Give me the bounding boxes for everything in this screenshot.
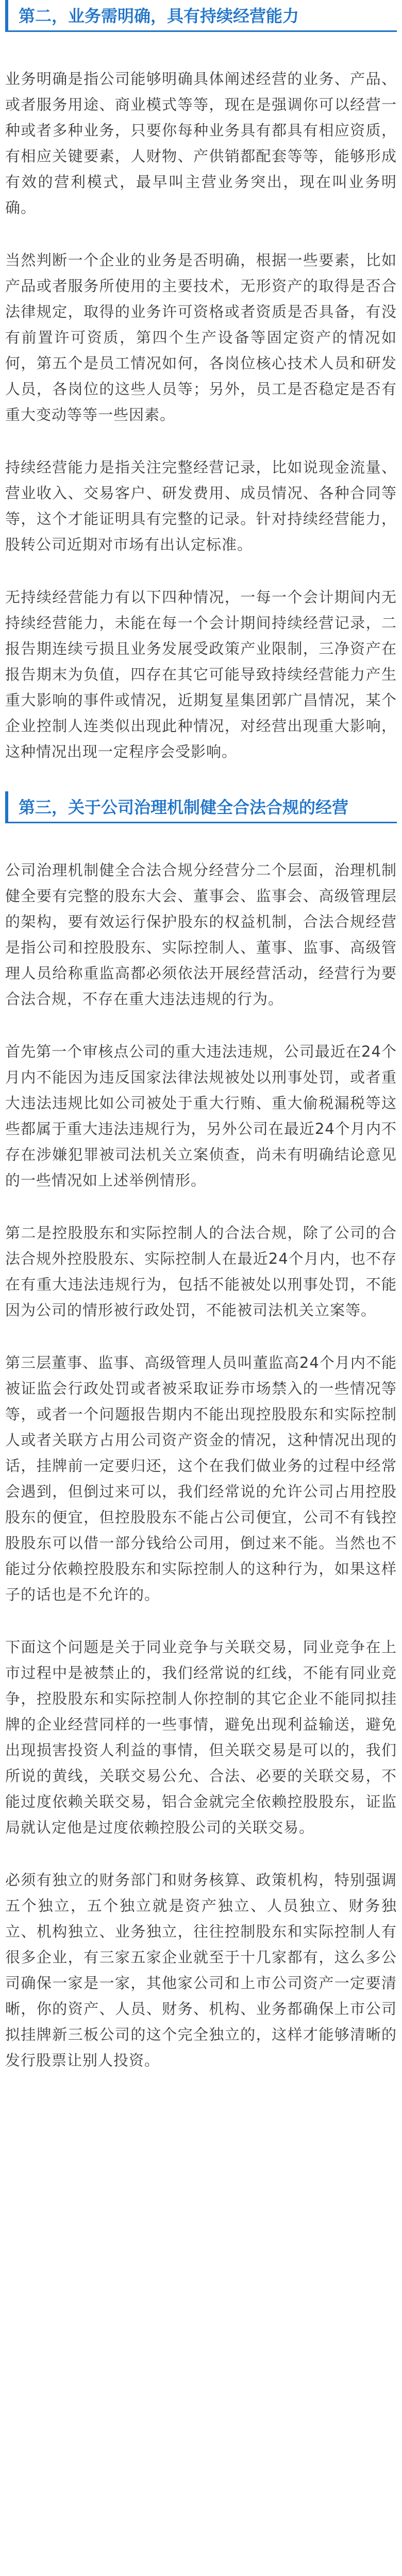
heading-underline xyxy=(5,822,397,823)
section-heading-text: 第二，业务需明确，具有持续经营能力 xyxy=(19,6,299,26)
paragraph: 公司治理机制健全合法合规分经营分二个层面，治理机制健全要有完整的股东大会、董事会、监事会、高级管理层的架构，要有效运行保护股东的权益机制，合法合规经营是指公司和控股股东、实际控制人、董事、监事、高级管理人员给称重监高都必须依法开展经营活动，经营行为要合法合规，不存在重大违法违规的行为。 xyxy=(5,861,397,1008)
paragraph: 持续经营能力是指关注完整经营记录，比如说现金流量、营业收入、交易客户、研发费用、成员情况、各种合同等等，这个才能证明具有完整的记录。针对持续经营能力，股转公司近期对市场有出认定标准。 xyxy=(5,459,397,553)
paragraph: 第二是控股股东和实际控制人的合法合规，除了公司的合法合规外控股股东、实际控制人在最近24个月内，也不存在有重大违法违规行为，包括不能被处以刑事处罚，不能因为公司的情形被行政处罚，不能被司法机关立案等。 xyxy=(5,1224,397,1319)
paragraph: 必须有独立的财务部门和财务核算、政策机构，特别强调五个独立，五个独立就是资产独立、人员独立、财务独立、机构独立、业务独立，往往控制股东和实际控制人有很多企业，有三家五家企业就至于十几家都有，这么多公司确保一家是一家，其他家公司和上市公司资产一定要清晰，你的资产、人员、财务、机构、业务都确保上市公司拟挂牌新三板公司的这个完全独立的，这样才能够清晰的发行股票让别人投资。 xyxy=(5,1871,397,2069)
paragraph: 下面这个问题是关于同业竞争与关联交易，同业竞争在上市过程中是被禁止的，我们经常说的红线，不能有同业竞争，控股股东和实际控制人你控制的其它企业不能同拟挂牌的企业经营同样的一些事情，避免出现利益输送，避免出现损害投资人利益的事情，但关联交易是可以的，我们所说的黄线，关联交易公允、合法、必要的关联交易，不能过度依赖关联交易，铝合金就完全依赖控股股东，证监局就认定他是过度依赖控股公司的关联交易。 xyxy=(5,1638,397,1836)
section-heading-business xyxy=(5,0,397,32)
paragraph: 首先第一个审核点公司的重大违法违规，公司最近在24个月内不能因为违反国家法律法规被处以刑事处罚，或者重大违法违规比如公司被处于重大行贿、重大偷税漏税等这些都属于重大违法违规行为，另外公司在最近24个月内不存在涉嫌犯罪被司法机关立案侦查，尚未有明确结论意见的一些情况如上述举例情形。 xyxy=(5,1043,397,1189)
paragraph: 第三层董事、监事、高级管理人员叫董监高24个月内不能被证监会行政处罚或者被采取证券市场禁入的一些情况等等，或者一个问题报告期内不能出现控股股东和实际控制人或者关联方占用公司资产资金的情况，这种情况出现的话，挂牌前一定要归还，这个在我们做业务的过程中经常会遇到，但倒过来可以，我们经常说的允许公司占用控股股东的便宜，但控股股东不能占公司便宜，公司不有钱控股股东可以借一部分钱给公司用，倒过来不能。当然也不能过分依赖控股股东和实际控制人的这种行为，如果这样子的话也是不允许的。 xyxy=(5,1354,397,1603)
heading-underline xyxy=(5,30,397,32)
section-heading-text: 第三，关于公司治理机制健全合法合规的经营 xyxy=(19,798,349,817)
paragraph: 无持续经营能力有以下四种情况，一每一个会计期间内无持续经营能力，未能在每一个会计期间持续经营记录，二报告期连续亏损且业务发展受政策产业限制，三净资产在报告期末为负值，四存在其它可能导致持续经营能力产生重大影响的事件或情况，近期复星集团郭广昌情况，某个企业控制人连类似出现此种情况，对经营出现重大影响，这种情况出现一定程序会受影响。 xyxy=(5,588,397,760)
paragraph: 业务明确是指公司能够明确具体阐述经营的业务、产品、或者服务用途、商业模式等等，现在是强调你可以经营一种或者多种业务，只要你每种业务具有都具有相应资质，有相应关键要素，人财物、产供销都配套等等，能够形成有效的营利模式，最早叫主营业务突出，现在叫业务明确。 xyxy=(5,70,397,216)
section-heading-governance xyxy=(5,791,397,823)
paragraph: 当然判断一个企业的业务是否明确，根据一些要素，比如产品或者服务所使用的主要技术，无形资产的取得是否合法律规定，取得的业务许可资格或者资质是否具备，有没有前置许可资质，第四个生产设备等固定资产的情况如何，第五个是员工情况如何，各岗位核心技术人员和研发人员，各岗位的这些人员等；另外，员工是否稳定是否有重大变动等等一些因素。 xyxy=(5,251,397,423)
